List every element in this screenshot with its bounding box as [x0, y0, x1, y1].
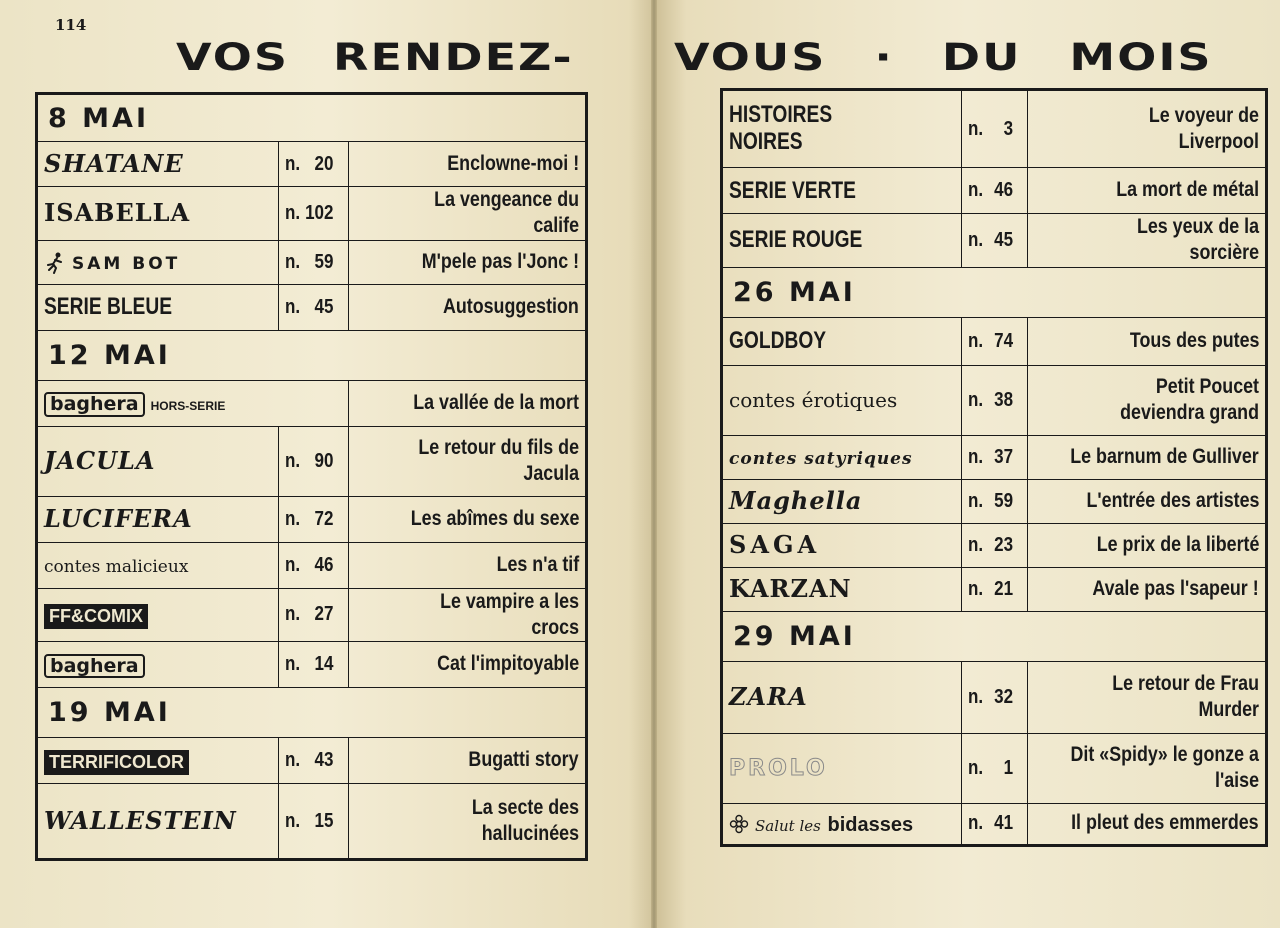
story-title-cell — [349, 240, 587, 284]
series-title-cell — [37, 284, 279, 330]
issue-number: 1 — [1003, 756, 1014, 779]
table-row — [37, 187, 587, 241]
series-title: HISTOIRES NOIRES — [729, 101, 833, 155]
issue-prefix: n. — [285, 749, 301, 771]
series-title-cell — [37, 142, 279, 187]
issue-number: 46 — [994, 179, 1014, 201]
series-title: SAGA — [729, 530, 821, 559]
table-row — [37, 142, 587, 187]
issue-number: 41 — [994, 812, 1014, 834]
story-title-cell — [349, 738, 587, 784]
story-title: Les abîmes du sexe — [410, 506, 579, 530]
story-title-cell — [349, 642, 587, 688]
story-title: M'pele pas l'Jonc ! — [421, 249, 579, 273]
series-title: contes érotiques — [729, 388, 898, 412]
issue-number-cell — [279, 284, 349, 330]
issue-number-cell — [279, 542, 349, 588]
table-row — [722, 317, 1267, 365]
story-title-cell — [1028, 567, 1267, 611]
issue-number-cell — [279, 426, 349, 496]
story-title: Le retour de Frau Murder — [1112, 671, 1259, 721]
issue-prefix: n. — [285, 152, 301, 175]
date-row — [722, 267, 1267, 317]
series-title: SHATANE — [44, 149, 184, 178]
series-title-cell — [37, 588, 279, 642]
series-title: contes satyriques — [729, 449, 913, 469]
issue-number: 74 — [994, 329, 1014, 352]
issue-number: 59 — [994, 489, 1014, 512]
story-title-cell — [1028, 317, 1267, 365]
issue-number: 14 — [314, 653, 334, 675]
story-title-cell — [349, 542, 587, 588]
series-title: FF&COMIX — [44, 604, 148, 629]
issue-prefix: n. — [285, 449, 301, 472]
story-title: Cat l'impitoyable — [436, 652, 579, 676]
issue-number: 32 — [994, 685, 1014, 708]
date-label: 29 MAI — [722, 611, 1267, 661]
issue-number: 27 — [314, 603, 334, 626]
series-title: SERIE BLEUE — [44, 293, 173, 320]
table-row — [37, 588, 587, 642]
headline-right: VOUS · DU MOIS — [674, 34, 1213, 79]
issue-prefix: n. — [285, 603, 301, 626]
table-row — [722, 567, 1267, 611]
story-title-cell — [349, 380, 587, 426]
issue-number-cell — [279, 142, 349, 187]
issue-prefix: n. — [968, 228, 984, 251]
series-title-cell — [722, 365, 962, 435]
series-title-prefix: Salut les — [755, 816, 821, 835]
table-row — [722, 435, 1267, 479]
issue-number-cell — [279, 496, 349, 542]
story-title: Tous des putes — [1129, 328, 1259, 352]
table-row — [37, 642, 587, 688]
issue-number: 59 — [314, 250, 334, 273]
issue-number-cell — [962, 168, 1028, 214]
issue-number: 23 — [994, 533, 1014, 556]
table-row — [37, 542, 587, 588]
story-title: Le voyeur de Liverpool — [1148, 103, 1259, 153]
table-row — [722, 661, 1267, 733]
table-row — [722, 523, 1267, 567]
series-title-cell — [722, 567, 962, 611]
series-title: SAM BOT — [72, 254, 181, 274]
story-title: Les yeux de la sorcière — [1136, 215, 1259, 265]
story-title: Autosuggestion — [443, 294, 579, 318]
story-title: Le retour du fils de Jacula — [418, 435, 579, 485]
date-label: 12 MAI — [37, 330, 587, 380]
story-title: La vallée de la mort — [413, 390, 579, 414]
story-title: L'entrée des artistes — [1086, 488, 1259, 512]
series-title-cell — [722, 168, 962, 214]
date-label: 26 MAI — [722, 267, 1267, 317]
issue-number: 21 — [994, 577, 1014, 600]
issue-prefix: n. — [285, 507, 301, 530]
issue-number: 15 — [314, 809, 334, 832]
issue-prefix: n. — [968, 388, 984, 411]
issue-number-cell — [279, 738, 349, 784]
table-row — [37, 284, 587, 330]
date-label: 19 MAI — [37, 688, 587, 738]
series-title-cell — [722, 90, 962, 168]
series-title-cell — [37, 426, 279, 496]
issue-prefix: n. — [968, 577, 984, 600]
right-schedule-table — [720, 88, 1268, 847]
series-title-cell — [37, 642, 279, 688]
series-title: KARZAN — [729, 574, 852, 603]
series-title: baghera — [44, 392, 145, 417]
issue-number-cell — [279, 187, 349, 241]
series-title-cell — [37, 240, 279, 284]
story-title-cell — [349, 426, 587, 496]
series-title-cell — [37, 784, 279, 860]
issue-number-cell — [279, 240, 349, 284]
series-title-cell — [722, 214, 962, 268]
series-title: SERIE ROUGE — [729, 226, 863, 254]
story-title-cell — [349, 142, 587, 187]
story-title-cell — [1028, 435, 1267, 479]
table-row — [722, 90, 1267, 168]
issue-number-cell — [962, 803, 1028, 845]
issue-number: 45 — [994, 228, 1014, 251]
issue-prefix: n. — [968, 445, 984, 468]
series-title-cell — [37, 738, 279, 784]
story-title-cell — [1028, 661, 1267, 733]
date-label: 8 MAI — [37, 94, 587, 142]
date-row — [37, 688, 587, 738]
table-row — [37, 426, 587, 496]
table-row — [722, 803, 1267, 845]
story-title-cell — [349, 784, 587, 860]
series-title-cell — [37, 380, 349, 426]
table-row — [722, 733, 1267, 803]
issue-number: 20 — [314, 152, 334, 175]
issue-number-cell — [279, 642, 349, 688]
issue-number-cell — [962, 435, 1028, 479]
issue-number: 46 — [314, 553, 334, 576]
story-title-cell — [349, 588, 587, 642]
headline-left: VOS RENDEZ- — [176, 34, 574, 79]
table-row — [37, 738, 587, 784]
series-title-cell — [722, 523, 962, 567]
issue-number-cell — [962, 317, 1028, 365]
issue-number-cell — [962, 479, 1028, 523]
issue-prefix: n. — [285, 653, 301, 675]
story-title-cell — [1028, 168, 1267, 214]
issue-prefix: n. — [968, 756, 984, 779]
issue-prefix: n. — [285, 201, 301, 224]
series-title: LUCIFERA — [44, 504, 193, 533]
story-title: Le vampire a les crocs — [440, 589, 579, 639]
series-title-cell — [722, 317, 962, 365]
issue-number-cell — [962, 365, 1028, 435]
series-title: WALLESTEIN — [44, 806, 237, 835]
issue-number: 45 — [314, 295, 334, 318]
date-row — [722, 611, 1267, 661]
issue-prefix: n. — [285, 250, 301, 273]
issue-number: 43 — [314, 749, 334, 771]
series-title: Maghella — [729, 486, 863, 515]
story-title-cell — [1028, 214, 1267, 268]
series-title: JACULA — [44, 446, 156, 475]
series-title-cell — [722, 661, 962, 733]
series-title-cell — [722, 733, 962, 803]
series-title: contes malicieux — [44, 557, 189, 577]
series-title: ZARA — [729, 682, 808, 711]
series-title-cell — [722, 803, 962, 845]
series-title: PROLO — [729, 756, 828, 781]
story-title-cell — [349, 187, 587, 241]
table-row — [37, 496, 587, 542]
story-title: La secte des hallucinées — [471, 795, 579, 845]
story-title-cell — [349, 496, 587, 542]
page-number: 114 — [55, 16, 87, 34]
series-title-cell — [722, 435, 962, 479]
table-row — [37, 380, 587, 426]
story-title: Dit «Spidy» le gonze a l'aise — [1070, 742, 1259, 792]
issue-number-cell — [962, 733, 1028, 803]
series-title: SERIE VERTE — [729, 176, 856, 204]
issue-prefix: n. — [285, 553, 301, 576]
flower-icon — [729, 814, 749, 834]
story-title: Le prix de la liberté — [1096, 532, 1259, 556]
issue-prefix: n. — [968, 685, 984, 708]
issue-number-cell — [962, 214, 1028, 268]
story-title: Le barnum de Gulliver — [1070, 444, 1259, 468]
story-title: La mort de métal — [1116, 178, 1259, 202]
left-schedule-table — [35, 92, 588, 861]
issue-prefix: n. — [968, 812, 984, 834]
series-subtitle: HORS-SERIE — [150, 399, 226, 413]
issue-number: 38 — [994, 388, 1014, 411]
table-row — [722, 214, 1267, 268]
issue-number-cell — [279, 784, 349, 860]
issue-number: 72 — [314, 507, 334, 530]
issue-number-cell — [962, 90, 1028, 168]
story-title: Petit Poucet deviendra grand — [1120, 374, 1259, 424]
issue-prefix: n. — [968, 329, 984, 352]
table-row — [722, 479, 1267, 523]
series-title: bidasses — [827, 813, 914, 836]
story-title-cell — [1028, 523, 1267, 567]
story-title-cell — [1028, 365, 1267, 435]
series-title-cell — [722, 479, 962, 523]
issue-prefix: n. — [968, 179, 984, 201]
book-gutter — [651, 0, 657, 928]
table-row — [37, 784, 587, 860]
series-title-cell — [37, 542, 279, 588]
issue-number-cell — [962, 661, 1028, 733]
story-title: Il pleut des emmerdes — [1071, 811, 1259, 835]
series-title-cell — [37, 496, 279, 542]
issue-prefix: n. — [968, 117, 984, 140]
issue-prefix: n. — [285, 809, 301, 832]
issue-number-cell — [962, 523, 1028, 567]
date-row — [37, 94, 587, 142]
date-row — [37, 330, 587, 380]
story-title: Enclowne-moi ! — [447, 151, 579, 175]
issue-number-cell — [279, 588, 349, 642]
issue-prefix: n. — [968, 533, 984, 556]
story-title-cell — [1028, 90, 1267, 168]
series-title: baghera — [44, 654, 145, 679]
table-row — [722, 168, 1267, 214]
issue-number: 90 — [314, 449, 334, 472]
story-title: Les n'a tif — [496, 552, 579, 576]
issue-prefix: n. — [968, 489, 984, 512]
story-title: Avale pas l'sapeur ! — [1092, 576, 1259, 600]
issue-prefix: n. — [285, 295, 301, 318]
story-title-cell — [1028, 803, 1267, 845]
issue-number: 3 — [1003, 117, 1014, 140]
story-title-cell — [1028, 479, 1267, 523]
issue-number: 37 — [994, 445, 1014, 468]
table-row — [722, 365, 1267, 435]
series-title: GOLDBOY — [729, 327, 827, 354]
series-title-cell — [37, 187, 279, 241]
story-title-cell — [1028, 733, 1267, 803]
running-man-icon — [44, 252, 66, 274]
issue-number-cell — [962, 567, 1028, 611]
story-title: Bugatti story — [468, 748, 579, 772]
table-row — [37, 240, 587, 284]
series-title: ISABELLA — [44, 198, 191, 228]
series-title: TERRIFICOLOR — [44, 750, 189, 775]
story-title-cell — [349, 284, 587, 330]
story-title: La vengeance du calife — [434, 188, 579, 238]
issue-number: 102 — [305, 201, 334, 224]
